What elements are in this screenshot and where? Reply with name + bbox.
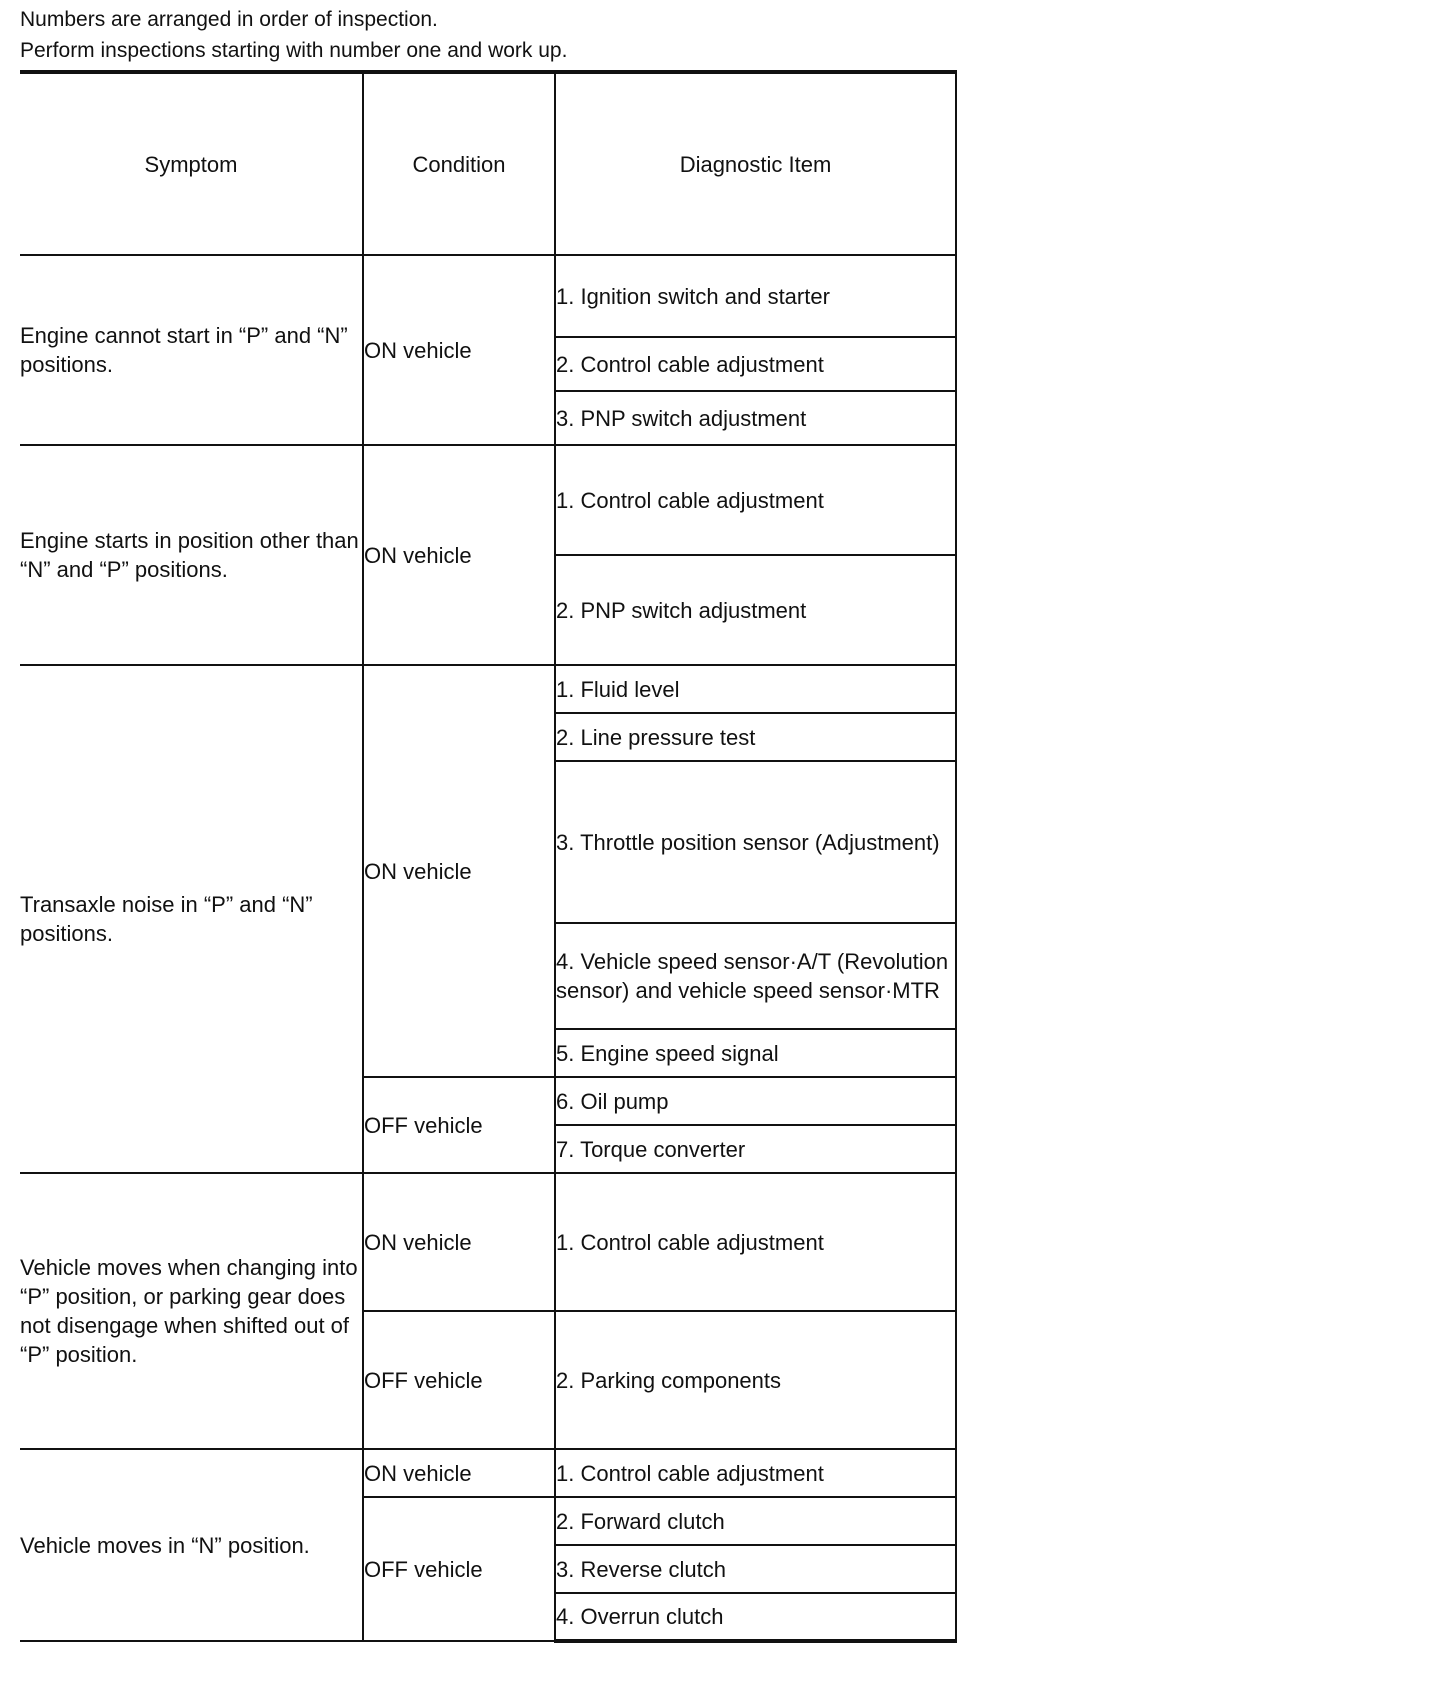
diagnostic-item-cell: 1. Control cable adjustment [555,1449,956,1497]
table-header-row [20,72,956,255]
condition-cell: OFF vehicle [363,1077,555,1173]
diagnostic-item-cell: 6. Oil pump [555,1077,956,1125]
diagnostic-item-cell: 1. Control cable adjustment [555,445,956,555]
diagnostic-item-cell: 5. Engine speed signal [555,1029,956,1077]
symptom-cell: Vehicle moves when changing into “P” position, or parking gear does not disengage when shifted out of “P” position. [20,1173,363,1449]
intro-line-1: Numbers are arranged in order of inspection. [20,8,438,31]
diagnostic-item-cell: 3. Throttle position sensor (Adjustment) [555,761,956,923]
table-row [20,665,956,713]
symptom-cell: Transaxle noise in “P” and “N” positions. [20,665,363,1173]
diagnostic-item-cell: 3. PNP switch adjustment [555,391,956,445]
diagnostic-item-cell: 1. Control cable adjustment [555,1173,956,1311]
table-row [20,1173,956,1311]
diagnostic-item-cell: 2. Parking components [555,1311,956,1449]
symptom-cell: Engine cannot start in “P” and “N” positions. [20,255,363,445]
diagnostic-item-cell: 4. Vehicle speed sensor·A/T (Revolution sensor) and vehicle speed sensor·MTR [555,923,956,1029]
condition-cell: ON vehicle [363,665,555,1077]
table-row [20,445,956,555]
condition-cell: ON vehicle [363,255,555,445]
symptom-cell: Vehicle moves in “N” position. [20,1449,363,1641]
condition-cell: OFF vehicle [363,1311,555,1449]
header-diagnostic-item: Diagnostic Item [555,72,956,255]
condition-cell: OFF vehicle [363,1497,555,1641]
diagnostic-item-cell: 2. PNP switch adjustment [555,555,956,665]
diagnostic-item-cell: 2. Line pressure test [555,713,956,761]
diagnostic-item-cell: 1. Ignition switch and starter [555,255,956,337]
diagnostic-item-cell: 3. Reverse clutch [555,1545,956,1593]
table-row [20,255,956,337]
intro-line-2: Perform inspections starting with number one and work up. [20,39,568,62]
header-condition: Condition [363,72,555,255]
table-row [20,1449,956,1497]
diagnostic-item-cell: 4. Overrun clutch [555,1593,956,1641]
condition-cell: ON vehicle [363,1449,555,1497]
diagnostic-item-cell: 7. Torque converter [555,1125,956,1173]
diagnostic-item-cell: 2. Forward clutch [555,1497,956,1545]
condition-cell: ON vehicle [363,445,555,665]
intro-text [20,4,567,66]
diagnostic-item-cell: 1. Fluid level [555,665,956,713]
diagnostic-item-cell: 2. Control cable adjustment [555,337,956,391]
header-symptom: Symptom [20,72,363,255]
diagnostic-table [20,70,957,1643]
symptom-cell: Engine starts in position other than “N” and “P” positions. [20,445,363,665]
condition-cell: ON vehicle [363,1173,555,1311]
